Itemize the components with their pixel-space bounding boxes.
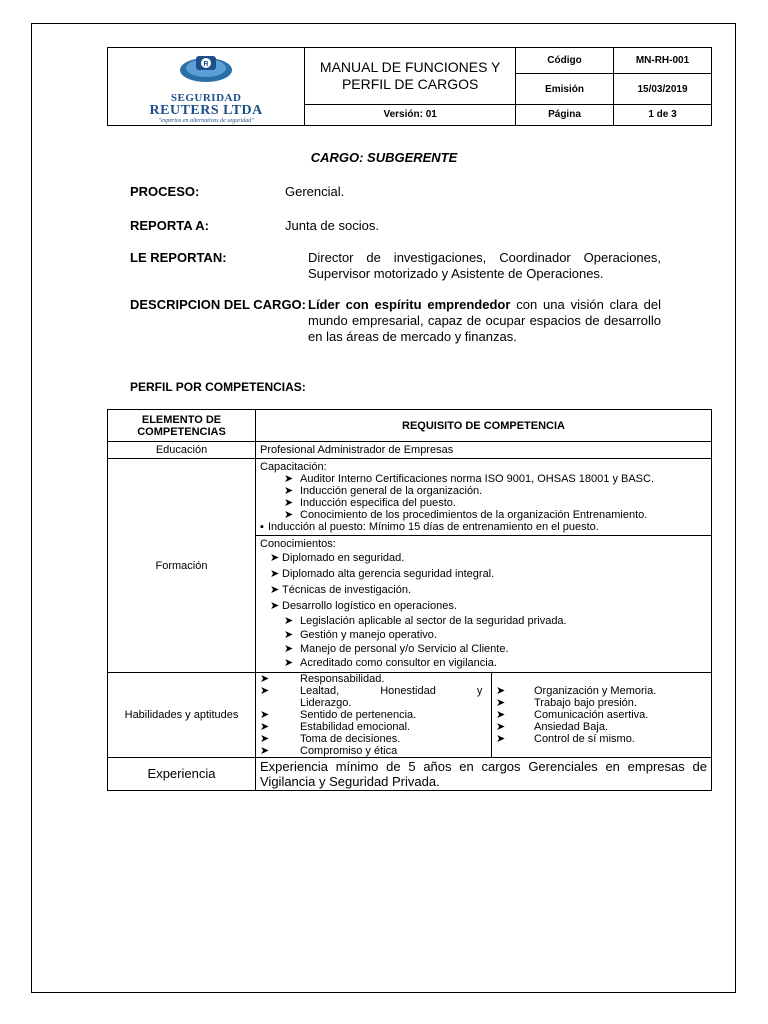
company-logo xyxy=(108,48,305,126)
list-item: ➤ Responsabilidad. xyxy=(260,673,385,685)
list-item: ➤ Desarrollo logístico en operaciones. xyxy=(270,600,457,612)
descripcion-bold: Líder con espíritu emprendedor xyxy=(308,297,511,312)
document-title: MANUAL DE FUNCIONES Y PERFIL DE CARGOS xyxy=(305,48,516,105)
arrow-icon: ➤ xyxy=(496,709,506,721)
conocimientos-list-a xyxy=(260,550,707,614)
list-item: ➤ Lealtad, Honestidad y Liderazgo. xyxy=(260,685,483,709)
list-item: ➤ Ansiedad Baja. xyxy=(496,721,608,733)
descripcion-value xyxy=(308,297,661,345)
conocimientos-cell xyxy=(256,536,712,673)
logo-tagline: "expertos en alternativas de seguridad" xyxy=(158,118,254,124)
arrow-icon: ➤ xyxy=(260,709,270,721)
experiencia-value: Experiencia mínimo de 5 años en cargos Gerenciales en empresas de Vigilancia y Seguridad Privada. xyxy=(256,758,712,791)
list-item: ➤ Acreditado como consultor en vigilancia. xyxy=(284,657,497,669)
emision-label: Emisión xyxy=(516,74,614,104)
list-item: ➤ Manejo de personal y/o Servicio al Cliente. xyxy=(284,643,509,655)
cargo-title: CARGO: SUBGERENTE xyxy=(310,150,458,165)
emision-value: 15/03/2019 xyxy=(613,74,711,104)
habilidades-cell xyxy=(256,673,712,758)
list-item: ➤ Conocimiento de los procedimientos de la organización Entrenamiento. xyxy=(284,509,648,521)
bullet-icon: ▪ xyxy=(260,521,264,533)
reporta-label: REPORTA A: xyxy=(130,218,209,233)
arrow-icon: ➤ xyxy=(270,568,280,580)
arrow-icon: ➤ xyxy=(260,685,270,697)
logo-line2: REUTERS LTDA xyxy=(149,103,263,118)
arrow-icon: ➤ xyxy=(496,697,506,709)
logo-line1: SEGURIDAD xyxy=(170,92,242,104)
list-item: ➤ Organización y Memoria. xyxy=(496,685,657,697)
reporta-value: Junta de socios. xyxy=(285,218,379,233)
pagina-value: 1 de 3 xyxy=(613,104,711,125)
list-item: ➤ Legislación aplicable al sector de la seguridad privada. xyxy=(284,615,567,627)
induccion-note: ▪ Inducción al puesto: Mínimo 15 días de entrenamiento en el puesto. xyxy=(260,521,599,533)
habilidades-left-list xyxy=(260,673,492,757)
shield-logo-icon xyxy=(176,48,236,88)
le-reportan-label: LE REPORTAN: xyxy=(130,250,227,265)
codigo-label: Código xyxy=(516,48,614,74)
arrow-icon: ➤ xyxy=(260,721,270,733)
arrow-icon: ➤ xyxy=(284,509,294,521)
list-item: ➤ Auditor Interno Certificaciones norma ISO 9001, OHSAS 18001 y BASC. xyxy=(284,473,655,485)
arrow-icon: ➤ xyxy=(260,673,270,685)
list-item: ➤ Diplomado alta gerencia seguridad integral. xyxy=(270,568,495,580)
conocimientos-list-b xyxy=(260,614,707,670)
list-item: ➤ Compromiso y ética xyxy=(260,745,398,757)
list-item: ➤ Toma de decisiones. xyxy=(260,733,401,745)
arrow-icon: ➤ xyxy=(496,721,506,733)
proceso-value: Gerencial. xyxy=(285,184,345,199)
col2-header: REQUISITO DE COMPETENCIA xyxy=(256,410,712,442)
arrow-icon: ➤ xyxy=(270,552,280,564)
habilidades-right-list xyxy=(492,673,707,757)
list-item: ➤ Técnicas de investigación. xyxy=(270,584,412,596)
conocimientos-title: Conocimientos: xyxy=(260,538,336,550)
arrow-icon: ➤ xyxy=(284,657,294,669)
arrow-icon: ➤ xyxy=(260,745,270,757)
proceso-label: PROCESO: xyxy=(130,184,200,199)
arrow-icon: ➤ xyxy=(496,733,506,745)
codigo-value: MN-RH-001 xyxy=(613,48,711,74)
arrow-icon: ➤ xyxy=(260,733,270,745)
competencias-table xyxy=(107,409,712,791)
arrow-icon: ➤ xyxy=(270,584,280,596)
list-item: ➤ Inducción general de la organización. xyxy=(284,485,483,497)
experiencia-label: Experiencia xyxy=(108,758,256,791)
list-item: ➤ Estabilidad emocional. xyxy=(260,721,411,733)
habilidades-label: Habilidades y aptitudes xyxy=(108,673,256,758)
formacion-label: Formación xyxy=(108,459,256,673)
arrow-icon: ➤ xyxy=(496,685,506,697)
descripcion-rest: con una visión clara del mundo empresarial, capaz de ocupar espacios de desarrollo en las áreas de mercado y finanzas. xyxy=(308,297,661,344)
pagina-label: Página xyxy=(516,104,614,125)
list-item: ➤ Control de sí mismo. xyxy=(496,733,635,745)
version-label: Versión: 01 xyxy=(305,104,516,125)
document-header xyxy=(107,47,712,126)
list-item: ➤ Gestión y manejo operativo. xyxy=(284,629,437,641)
svg-text:R: R xyxy=(203,61,209,68)
arrow-icon: ➤ xyxy=(284,497,294,509)
capacitacion-list xyxy=(260,473,707,521)
arrow-icon: ➤ xyxy=(284,615,294,627)
list-item: ➤ Trabajo bajo presión. xyxy=(496,697,637,709)
col1-header: ELEMENTO DE COMPETENCIAS xyxy=(108,410,256,442)
list-item: ➤ Inducción especifica del puesto. xyxy=(284,497,456,509)
arrow-icon: ➤ xyxy=(284,643,294,655)
arrow-icon: ➤ xyxy=(284,473,294,485)
perfil-title: PERFIL POR COMPETENCIAS: xyxy=(130,380,306,394)
arrow-icon: ➤ xyxy=(284,485,294,497)
educacion-value: Profesional Administrador de Empresas xyxy=(256,442,712,459)
list-item: ➤ Diplomado en seguridad. xyxy=(270,552,405,564)
capacitacion-title: Capacitación: xyxy=(260,461,327,473)
le-reportan-value: Director de investigaciones, Coordinador Operaciones, Supervisor motorizado y Asistente de Operaciones. xyxy=(308,250,661,281)
arrow-icon: ➤ xyxy=(284,629,294,641)
arrow-icon: ➤ xyxy=(270,600,280,612)
list-item: ➤ Comunicación asertiva. xyxy=(496,709,649,721)
capacitacion-cell xyxy=(256,459,712,536)
educacion-label: Educación xyxy=(108,442,256,459)
descripcion-label: DESCRIPCION DEL CARGO: xyxy=(130,297,306,312)
list-item: ➤ Sentido de pertenencia. xyxy=(260,709,417,721)
